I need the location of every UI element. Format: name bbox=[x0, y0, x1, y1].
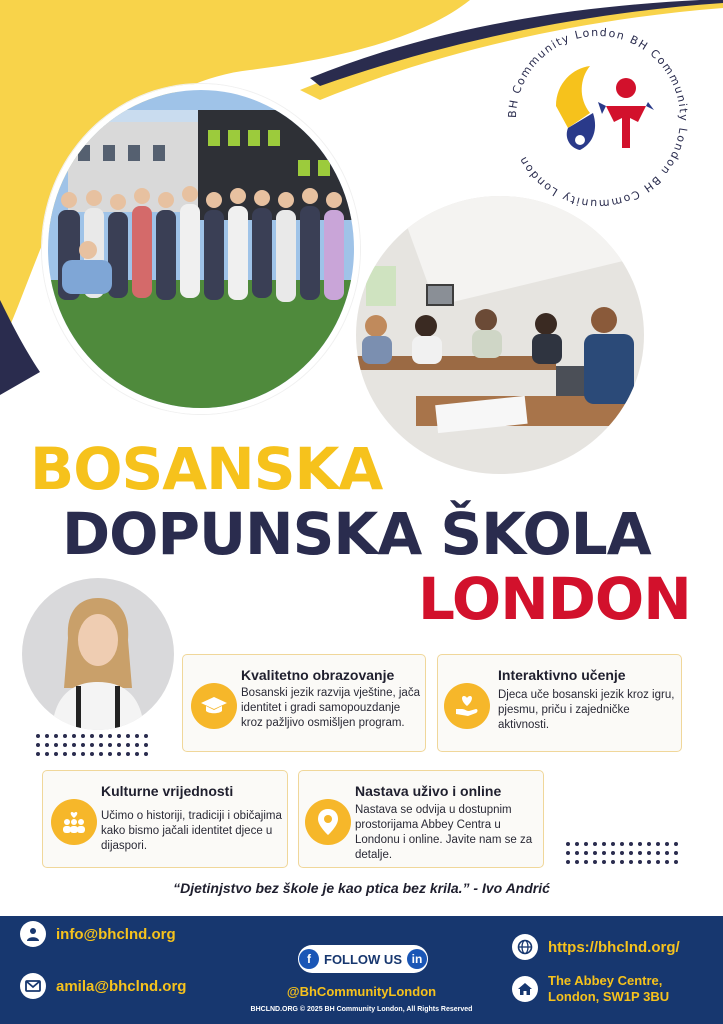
card-body: Nastava se odvija u dostupnim prostorijama Abbey Centra u Londonu i online. Javite nam se za detalje. bbox=[355, 804, 533, 861]
social-handle[interactable]: @BhCommunityLondon bbox=[286, 984, 437, 999]
card-title: Nastava uživo i online bbox=[355, 783, 502, 799]
facebook-icon[interactable]: f bbox=[299, 949, 319, 969]
dot-grid-right bbox=[566, 842, 681, 867]
email-info-text[interactable]: info@bhclnd.org bbox=[56, 925, 176, 943]
logo-ring-text: BH Community London BH Community London BH Community London bbox=[505, 25, 691, 211]
copyright: BHCLND.ORG © 2025 BH Community London, All Rights Reserved bbox=[250, 1006, 473, 1013]
group-photo bbox=[42, 84, 360, 414]
website-text[interactable]: https://bhclnd.org/ bbox=[548, 938, 680, 956]
globe-icon bbox=[512, 934, 538, 960]
linkedin-icon[interactable]: in bbox=[407, 949, 427, 969]
svg-text:BH Community London BH Communi bbox=[506, 26, 690, 210]
card-body: Bosanski jezik razvija vještine, jača identitet i gradi samopouzdanje kroz pažljivo osmišljen program. bbox=[241, 687, 420, 729]
user-icon bbox=[20, 921, 46, 947]
email-amila-text[interactable]: amila@bhclnd.org bbox=[56, 977, 187, 995]
address-line-1: The Abbey Centre, bbox=[548, 973, 663, 988]
footer-email-info[interactable] bbox=[20, 921, 176, 947]
card-title: Kvalitetno obrazovanje bbox=[241, 667, 395, 683]
community-icon bbox=[51, 799, 97, 845]
home-icon bbox=[512, 976, 538, 1002]
card-interactive-learning bbox=[437, 654, 682, 752]
title-line-2: DOPUNSKA ŠKOLA bbox=[62, 500, 651, 568]
card-cultural-values bbox=[42, 770, 288, 868]
address-line-2: London, SW1P 3BU bbox=[548, 989, 670, 1004]
title-line-3: LONDON bbox=[418, 565, 691, 633]
bh-community-logo bbox=[498, 18, 698, 218]
footer-address bbox=[512, 973, 669, 1005]
hand-heart-icon bbox=[444, 683, 490, 729]
follow-us-badge[interactable] bbox=[298, 945, 428, 973]
dot-grid-left bbox=[36, 734, 151, 759]
classroom-photo bbox=[350, 190, 650, 480]
quote: “Djetinjstvo bez škole je kao ptica bez krila.” - Ivo Andrić bbox=[173, 880, 550, 896]
follow-us-label: FOLLOW US bbox=[324, 951, 402, 967]
card-body: Djeca uče bosanski jezik kroz igru, pjesmu, priču i zajedničke aktivnosti. bbox=[498, 689, 675, 731]
card-title: Interaktivno učenje bbox=[498, 667, 626, 683]
card-body: Učimo o historiji, tradiciji i običajima kako bismo jačali identitet djece u dijaspori. bbox=[101, 810, 282, 852]
footer-website[interactable] bbox=[512, 934, 680, 960]
title-line-1: BOSANSKA bbox=[30, 435, 383, 503]
card-title: Kulturne vrijednosti bbox=[101, 783, 234, 799]
graduation-cap-icon bbox=[191, 683, 237, 729]
card-quality-education bbox=[182, 654, 426, 752]
teacher-portrait bbox=[22, 578, 174, 730]
location-pin-icon bbox=[305, 799, 351, 845]
card-live-online bbox=[298, 770, 544, 868]
